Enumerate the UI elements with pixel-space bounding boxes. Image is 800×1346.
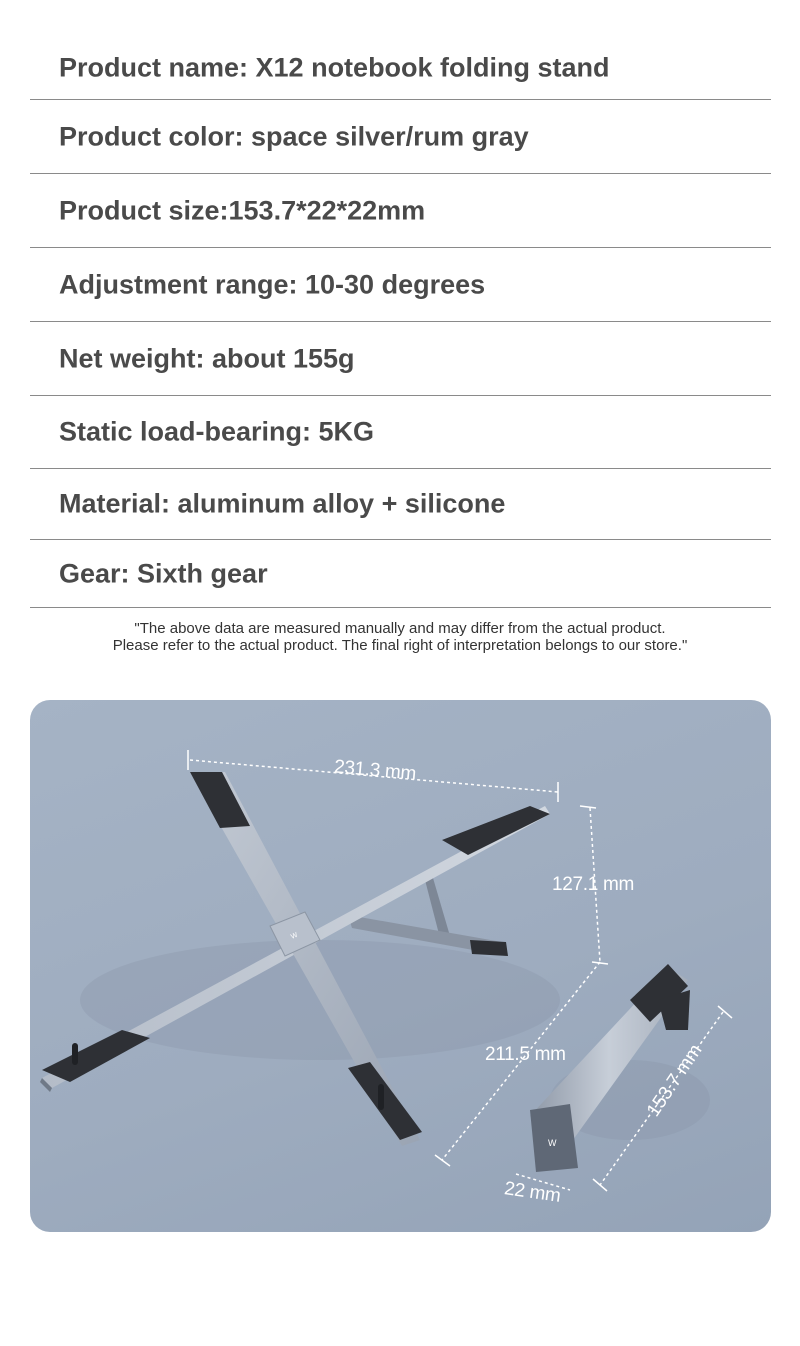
spec-text: Adjustment range: 10-30 degrees [59, 269, 486, 299]
svg-text:W: W [289, 931, 299, 941]
dimension-folded-length-label: 211.5 mm [485, 1044, 566, 1065]
spec-row-gear [30, 540, 771, 608]
spec-row-product-name [30, 36, 771, 100]
spec-row-product-size [30, 174, 771, 248]
spec-text: Static load-bearing: 5KG [59, 416, 375, 447]
support-foot [470, 940, 508, 956]
knob-left [72, 1043, 78, 1065]
spec-list [30, 36, 771, 608]
spec-row-product-color [30, 100, 771, 174]
spec-row-material [30, 469, 771, 540]
svg-text:W: W [548, 1138, 557, 1148]
dimension-folded-side-label: 153.7 mm [642, 1040, 707, 1121]
pad-top-right [442, 806, 550, 855]
pad-bottom-right [348, 1062, 422, 1140]
dimension-width-label: 231.3 mm [333, 756, 417, 785]
spec-text: Product size:153.7*22*22mm [59, 195, 426, 225]
spec-row-load-bearing [30, 396, 771, 469]
spec-row-net-weight [30, 322, 771, 396]
dimension-folded-width-label: 22 mm [502, 1178, 562, 1207]
product-dimension-photo [30, 700, 771, 1232]
pad-top-left [190, 772, 250, 828]
dimension-height-label: 127.1 mm [552, 874, 635, 895]
disclaimer-note [0, 620, 800, 654]
spec-text: Net weight: about 155g [59, 343, 355, 373]
spec-text: Material: aluminum alloy + silicone [59, 488, 506, 519]
spec-row-adjustment-range [30, 248, 771, 322]
support-leg [425, 878, 450, 938]
spec-text: Product color: space silver/rum gray [59, 121, 529, 151]
disclaimer-line-1: "The above data are measured manually and may differ from the actual product. [134, 620, 666, 637]
knob-right [378, 1084, 384, 1110]
disclaimer-line-2: Please refer to the actual product. The final right of interpretation belongs to our store." [112, 637, 688, 654]
pad-bottom-left [42, 1030, 150, 1082]
spec-text: Gear: Sixth gear [59, 558, 268, 588]
spec-text: Product name: X12 notebook folding stand [59, 52, 610, 82]
